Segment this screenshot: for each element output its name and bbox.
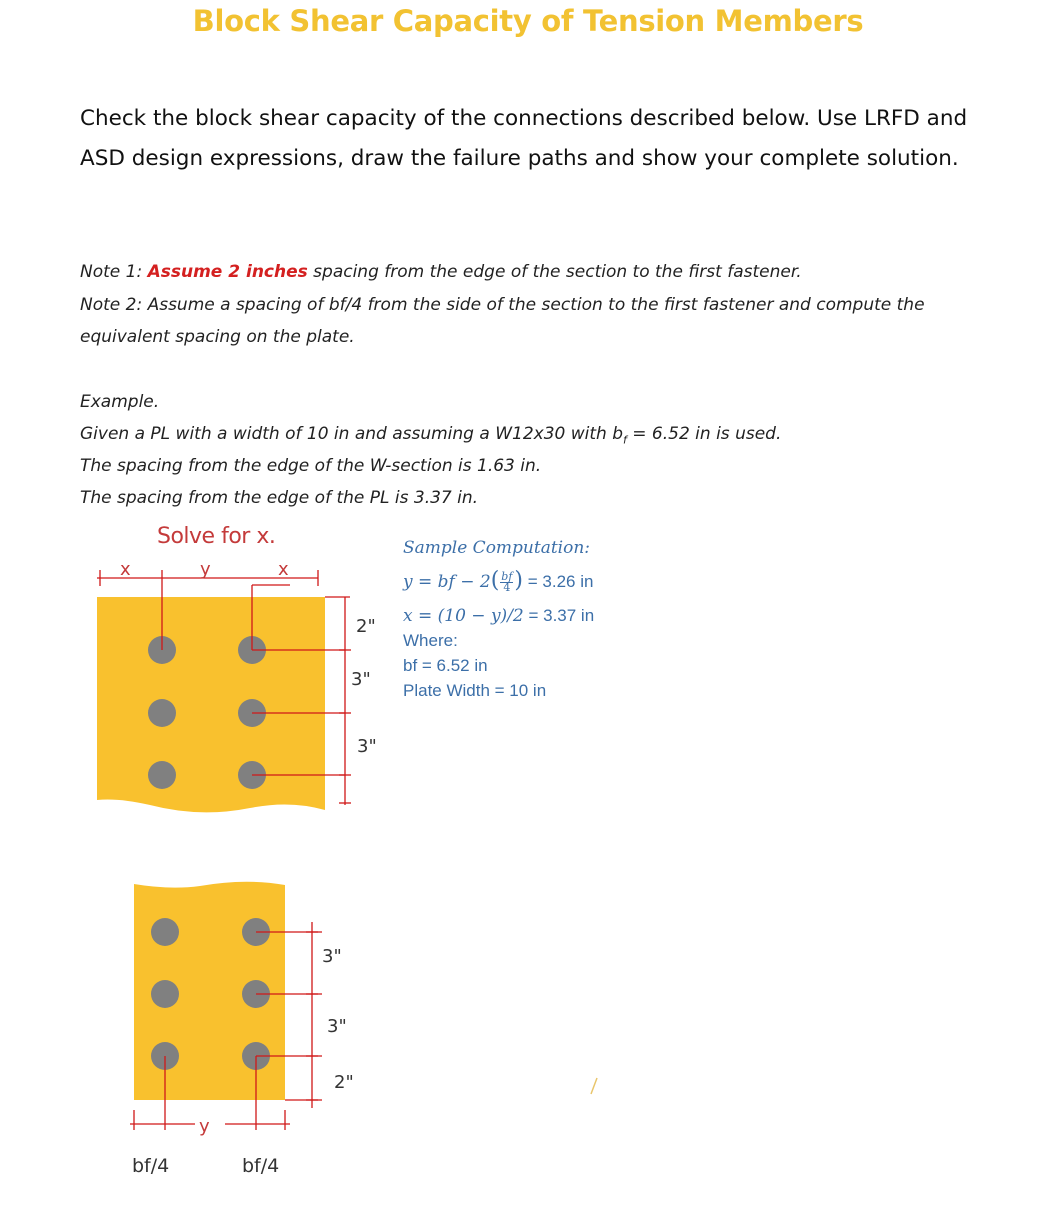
sample-heading: Sample Computation:: [403, 538, 591, 558]
example-line-1-post: = 6.52 in is used.: [626, 424, 782, 444]
note-1-prefix: Note 1:: [80, 262, 148, 282]
diagram-1: [97, 559, 377, 812]
plate-1: [97, 597, 325, 812]
diagram-2-bf4-left: bf/4: [132, 1155, 170, 1177]
diagram-1-dim-3in-a: 3": [351, 669, 371, 690]
sample-x-lhs: x = (10 − y)/2: [403, 606, 524, 626]
diagram-1-dim-3in-b: 3": [357, 736, 377, 757]
diagram-2-dim-2in: 2": [334, 1072, 354, 1093]
example-line-1-pre: Given a PL with a width of 10 in and assuming a W12x30 with b: [80, 424, 623, 444]
note-1-highlight: Assume 2 inches: [147, 262, 308, 282]
page-title: Block Shear Capacity of Tension Members: [192, 4, 864, 38]
sample-plate-width: Plate Width = 10 in: [403, 681, 547, 700]
example-line-1-sub: f: [623, 433, 627, 447]
diagram-1-x-right: x: [278, 559, 289, 580]
sample-x-result: = 3.37 in: [523, 606, 595, 625]
example-line-2: The spacing from the edge of the W-section is 1.63 in.: [80, 456, 542, 476]
diagram-2-y: y: [199, 1116, 210, 1137]
sample-y-frac-den: 4: [503, 581, 511, 594]
diagram-2-bf4-right: bf/4: [242, 1155, 280, 1177]
example-heading: Example.: [80, 392, 160, 412]
note-1-suffix: spacing from the edge of the section to the first fastener.: [307, 262, 802, 282]
stray-mark: [591, 1078, 597, 1094]
diagram-2-dim-3in-a: 3": [322, 946, 342, 967]
bolt: [148, 699, 176, 727]
bolt: [151, 980, 179, 1008]
diagram-1-dim-2in: 2": [356, 616, 376, 637]
problem-statement: Check the block shear capacity of the connections described below. Use LRFD and ASD design expressions, draw the failure paths and show your complete solution.: [80, 106, 968, 171]
note-2: Note 2: Assume a spacing of bf/4 from the side of the section to the first fastener and compute the equivalent spacing on the plate.: [80, 295, 925, 347]
diagram-1-y: y: [200, 559, 211, 580]
bolt: [148, 761, 176, 789]
sample-where: Where:: [403, 631, 458, 650]
sample-bf: bf = 6.52 in: [403, 656, 488, 675]
example-line-3: The spacing from the edge of the PL is 3.37 in.: [80, 488, 479, 508]
sample-y-equation: y = bf − 2( $\frac{bf}{4}$ ) = 3.26 in: [403, 568, 594, 594]
sample-y-result: = 3.26 in: [523, 572, 594, 591]
diagram-2: [130, 882, 354, 1177]
sample-y-frac-num: bf: [501, 570, 513, 583]
diagram-1-x-left: x: [120, 559, 131, 580]
diagram-2-dim-3in-b: 3": [327, 1016, 347, 1037]
bolt: [151, 918, 179, 946]
sample-y-lhs: y = bf − 2: [403, 572, 491, 592]
solve-label: Solve for x.: [157, 524, 276, 549]
